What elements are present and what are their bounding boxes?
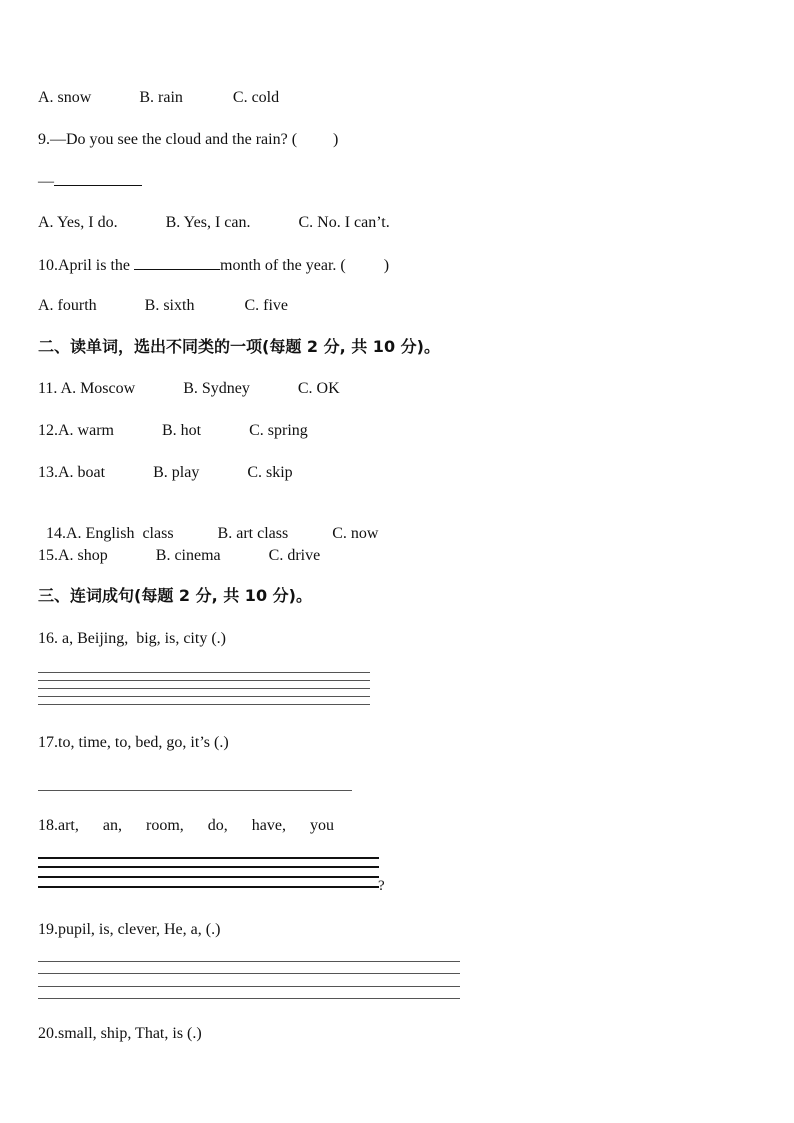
q10-option-a: A. fourth [38,297,97,314]
q10-stem [38,255,389,276]
q14-number: 14. [46,525,66,542]
q18-word-2: an, [102,817,122,834]
q19-answer-line-2[interactable] [38,973,460,974]
q15-option-c: C. drive [268,547,321,564]
q18-word-1: art, [58,817,79,834]
q20-prompt: 20.small, ship, That, is (.) [38,1025,202,1042]
q12-option-a: A. warm [58,422,114,439]
q10-options [38,296,288,316]
q18-number: 18. [38,817,58,834]
q14 [38,504,378,544]
q10-text-b: month of the year. ( [220,257,346,274]
q10-blank[interactable] [134,255,220,270]
q19-answer-line-3[interactable] [38,986,460,987]
q19-prompt: 19.pupil, is, clever, He, a, (.) [38,921,221,938]
q18-answer-line-3[interactable] [38,876,379,878]
q9-text: 9.—Do you see the cloud and the rain? ( [38,131,298,148]
q11-number: 11 [38,380,54,397]
q11-option-a: . A. Moscow [53,380,136,397]
q11-option-b: B. Sydney [183,380,250,397]
q15-number: 15. [38,547,58,564]
q13 [38,463,293,483]
q18-word-5: have, [251,817,286,834]
q9-option-a: A. Yes, I do. [38,214,118,231]
q9-option-c: C. No. I can’t. [298,214,390,231]
q16-answer-line-1[interactable] [38,672,370,673]
q14-option-c: C. now [332,525,379,542]
q18-question-mark: ? [378,878,385,894]
q16-answer-line-5[interactable] [38,704,370,705]
q9-answer-line [38,171,142,192]
q12 [38,421,308,441]
q18-word-3: room, [145,817,184,834]
q9-paren-close: ) [333,131,339,148]
q16-answer-line-4[interactable] [38,696,370,697]
q12-option-b: B. hot [161,422,202,439]
q8-option-c: C. cold [232,89,280,106]
q19-answer-line-1[interactable] [38,961,460,962]
q15 [38,546,320,566]
q10-option-b: B. sixth [144,297,195,314]
q13-option-b: B. play [153,464,200,481]
q10-option-c: C. five [244,297,288,314]
section-2-heading: 二、读单词，选出不同类的一项(每题 2 分, 共 10 分)。 [38,337,440,356]
q13-option-a: A. boat [58,464,106,481]
q10-paren-close: ) [383,257,390,274]
q9-answer-blank[interactable] [54,171,142,186]
q12-option-c: C. spring [249,422,308,439]
section-3-heading: 三、连词成句(每题 2 分, 共 10 分)。 [38,586,312,605]
q13-number: 13. [38,464,58,481]
q17-prompt: 17.to, time, to, bed, go, it’s (.) [38,734,229,751]
q16-prompt: 16. a, Beijing, big, is, city (.) [38,630,226,647]
q18-word-6: you [309,817,334,834]
q9-stem [38,130,338,150]
q10-text-a: 10.April is the [38,257,134,274]
q14-option-b: B. art class [217,525,289,542]
q8-option-b: B. rain [139,89,183,106]
q18-prompt [38,816,334,836]
q15-option-a: A. shop [58,547,108,564]
q8-options [38,88,279,108]
q18-word-4: do, [207,817,228,834]
q15-option-b: B. cinema [155,547,221,564]
q8-option-a: A. snow [38,89,92,106]
q16-answer-line-3[interactable] [38,688,370,689]
q12-number: 12. [38,422,58,439]
q18-answer-line-1[interactable] [38,857,379,859]
q14-option-a: A. English class [66,525,174,542]
q16-answer-line-2[interactable] [38,680,370,681]
q17-answer-line[interactable] [38,790,352,791]
q18-answer-line-4[interactable] [38,886,379,888]
q9-options [38,213,390,233]
q13-option-c: C. skip [247,464,293,481]
q9-option-b: B. Yes, I can. [165,214,251,231]
q11 [38,379,340,399]
q11-option-c: C. OK [297,380,340,397]
q19-answer-line-4[interactable] [38,998,460,999]
q18-answer-line-2[interactable] [38,866,379,868]
q9-dash: — [38,173,54,190]
